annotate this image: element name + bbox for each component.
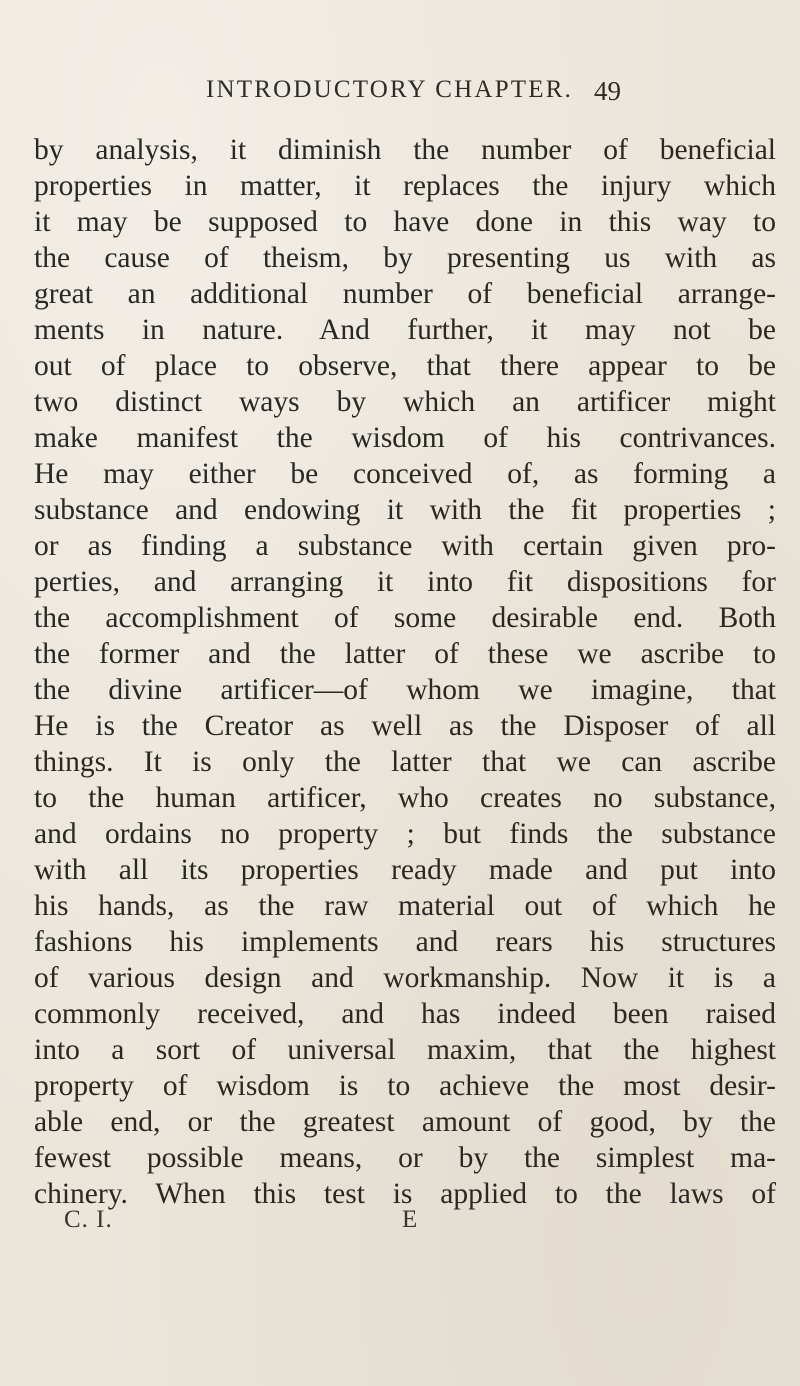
text-line: great an additional number of beneficial arrange- [34,278,776,310]
text-line: out of place to observe, that there appear to be [34,350,776,382]
text-line: make manifest the wisdom of his contrivances. [34,422,776,454]
text-line: of various design and workmanship. Now it is a [34,962,776,994]
text-line: and ordains no property ; but finds the substance [34,818,776,850]
text-line: things. It is only the latter that we can ascribe [34,746,776,778]
text-line: ments in nature. And further, it may not be [34,314,776,346]
text-line: fashions his implements and rears his structures [34,926,776,958]
page-footer [0,1206,800,1240]
sheet-letter: E [402,1206,418,1233]
text-line: He is the Creator as well as the Disposer of all [34,710,776,742]
text-line: properties in matter, it replaces the injury which [34,170,776,202]
text-line: his hands, as the raw material out of which he [34,890,776,922]
text-line: He may either be conceived of, as forming a [34,458,776,490]
text-line: to the human artificer, who creates no substance, [34,782,776,814]
signature-mark: C. I. [64,1206,113,1233]
text-line: perties, and arranging it into fit dispositions for [34,566,776,598]
running-head: INTRODUCTORY CHAPTER. [206,76,574,103]
text-line: two distinct ways by which an artificer might [34,386,776,418]
page-number: 49 [594,76,621,106]
text-line: fewest possible means, or by the simplest ma- [34,1142,776,1174]
text-line: the cause of theism, by presenting us with as [34,242,776,274]
text-line: by analysis, it diminish the number of beneficial [34,134,776,166]
text-line: property of wisdom is to achieve the most desir- [34,1070,776,1102]
text-line: or as finding a substance with certain given pro- [34,530,776,562]
text-line: able end, or the greatest amount of good, by the [34,1106,776,1138]
page-header [0,76,800,116]
text-line: substance and endowing it with the fit properties ; [34,494,776,526]
text-line: into a sort of universal maxim, that the highest [34,1034,776,1066]
text-line: with all its properties ready made and put into [34,854,776,886]
text-line: the divine artificer—of whom we imagine, that [34,674,776,706]
text-line: chinery. When this test is applied to the laws of [34,1178,776,1210]
text-line: it may be supposed to have done in this way to [34,206,776,238]
text-line: the former and the latter of these we ascribe to [34,638,776,670]
text-line: commonly received, and has indeed been raised [34,998,776,1030]
text-line: the accomplishment of some desirable end. Both [34,602,776,634]
